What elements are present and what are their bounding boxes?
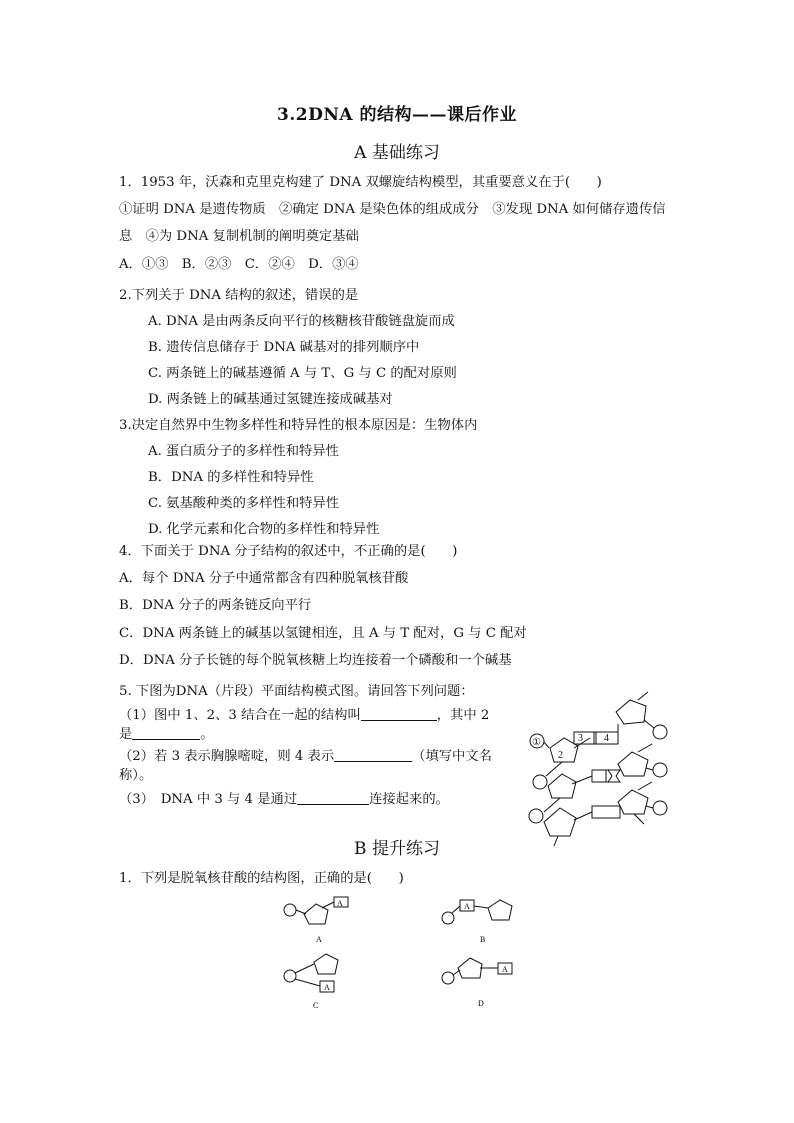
q3-option-d: D. 化学元素和化合物的多样性和特异性: [148, 522, 380, 537]
b1-stem: 1．下列是脱氧核苷酸的结构图，正确的是( ): [119, 871, 404, 886]
q3-option-b: B．DNA 的多样性和特异性: [148, 470, 314, 485]
q4-stem: 4．下面关于 DNA 分子结构的叙述中，不正确的是( ): [119, 544, 458, 559]
nucleotide-option-a: [280, 896, 360, 948]
q2-option-d: D. 两条链上的碱基通过氢键连接成碱基对: [148, 392, 393, 407]
q5-part1-text-b: ，其中 2: [436, 708, 490, 723]
option-c-base-label: A: [324, 983, 330, 992]
dna-label-1: ①: [532, 737, 541, 748]
section-b-heading: B 提升练习: [354, 839, 440, 859]
dna-left-sugar-3: [544, 808, 576, 836]
option-c-letter: C: [313, 1001, 319, 1010]
q5-part1-text-c: 是: [119, 727, 133, 742]
q3-stem: 3.决定自然界中生物多样性和特异性的根本原因是：生物体内: [119, 418, 478, 433]
option-b-letter: B: [480, 935, 486, 944]
q5-part2-line1: [119, 748, 492, 766]
dna-label-4: 4: [604, 733, 609, 744]
q4-option-c: C．DNA 两条链上的碱基以氢键相连，且 A 与 T 配对，G 与 C 配对: [119, 626, 527, 641]
q5-part3-text-a: （3） DNA 中 3 与 4 是通过: [119, 792, 298, 807]
q4-option-a: A．每个 DNA 分子中通常都含有四种脱氧核苷酸: [119, 571, 409, 586]
q1-stem: 1．1953 年，沃森和克里克构建了 DNA 双螺旋结构模型，其重要意义在于( ): [119, 175, 602, 190]
q5-part3-line: [119, 791, 449, 809]
q5-part1-text-d: 。: [200, 727, 214, 742]
section-a-heading: A 基础练习: [354, 143, 440, 163]
dna-left-sugar-2: [548, 774, 576, 798]
nucleotide-option-b: [440, 896, 530, 948]
page-title: 3.2DNA 的结构——课后作业: [277, 105, 517, 125]
q3-option-c: C. 氨基酸种类的多样性和特异性: [148, 496, 340, 511]
q1-statements-line2: 息 ④为 DNA 复制机制的阐明奠定基础: [119, 229, 359, 244]
q5-part2-line2: 称）。: [119, 768, 153, 783]
q3-option-a: A. 蛋白质分子的多样性和特异性: [148, 444, 339, 459]
q5-part3-text-b: 连接起来的。: [369, 792, 449, 807]
q2-option-a: A. DNA 是由两条反向平行的核糖核苷酸链盘旋而成: [148, 314, 455, 329]
dna-structure-figure: [520, 690, 670, 850]
q5-part2-text-b: （填写中文名: [412, 749, 492, 764]
q5-part2-text-a: （2）若 3 表示胸腺嘧啶，则 4 表示: [119, 749, 335, 764]
q4-option-d: D．DNA 分子长链的每个脱氧核糖上均连接着一个磷酸和一个碱基: [119, 653, 512, 668]
q5-blank-2[interactable]: [132, 726, 200, 740]
q1-statements-line1: ①证明 DNA 是遗传物质 ②确定 DNA 是染色体的组成成分 ③发现 DNA 如何储存遗传信: [119, 202, 666, 217]
option-a-base-label: A: [337, 899, 343, 908]
option-d-letter: D: [478, 999, 484, 1008]
option-a-letter: A: [316, 935, 322, 944]
q5-blank-4[interactable]: [297, 791, 369, 805]
q5-part1-text-a: （1）图中 1、2、3 结合在一起的结构叫: [119, 708, 361, 723]
option-b-base-label: A: [464, 902, 470, 911]
dna-right-sugar-1: [616, 700, 646, 724]
q5-stem: 5. 下图为DNA（片段）平面结构模式图。请回答下列问题：: [119, 684, 474, 699]
q5-part1-line2: [119, 726, 214, 744]
q1-options: A．①③ B．②③ C．②④ D．③④: [119, 257, 359, 272]
q2-stem: 2.下列关于 DNA 结构的叙述，错误的是: [119, 288, 359, 303]
dna-right-sugar-3: [618, 790, 648, 814]
nucleotide-option-c: [280, 950, 360, 1012]
dna-label-2: 2: [558, 750, 563, 761]
q4-option-b: B．DNA 分子的两条链反向平行: [119, 598, 312, 613]
q5-blank-3[interactable]: [334, 748, 412, 762]
q2-option-b: B. 遗传信息储存于 DNA 碱基对的排列顺序中: [148, 340, 420, 355]
q5-blank-1[interactable]: [361, 707, 437, 721]
option-d-base-label: A: [502, 965, 508, 974]
dna-label-3: 3: [578, 733, 583, 744]
dna-right-sugar-2: [618, 752, 648, 776]
q2-option-c: C. 两条链上的碱基遵循 A 与 T、G 与 C 的配对原则: [148, 366, 457, 381]
q5-part1-line1: [119, 707, 489, 725]
nucleotide-option-d: [440, 954, 530, 1012]
